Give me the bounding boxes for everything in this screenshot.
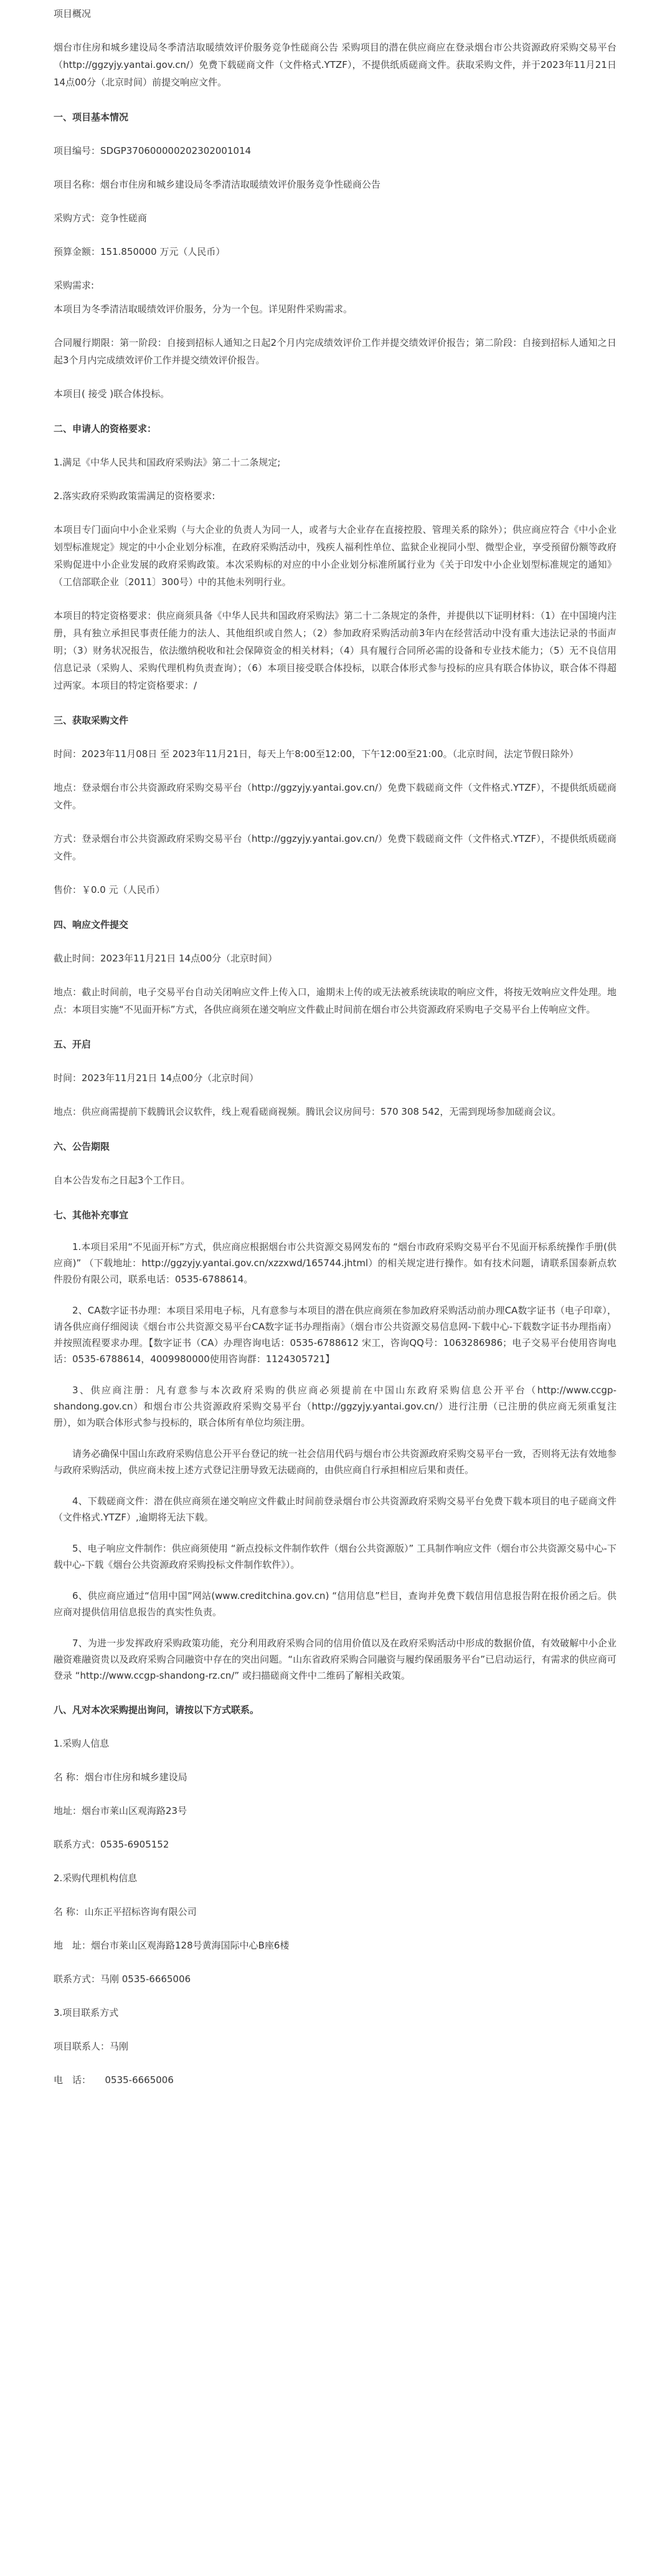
obtain-place: 地点：登录烟台市公共资源政府采购交易平台（http://ggzyjy.yantai.gov.cn/）免费下载磋商文件（文件格式.YTZF），不提供纸质磋商文件。 — [54, 782, 616, 811]
purchaser-name: 名 称：烟台市住房和城乡建设局 — [54, 1772, 187, 1783]
overview-body: 烟台市住房和城乡建设局冬季清洁取暖绩效评价服务竞争性磋商公告 采购项目的潜在供应商应在登录烟台市公共资源政府采购交易平台（http://ggzyjy.yantai.gov.cn/）免费下载磋商文件（文件格式.YTZF），不提供纸质磋商文件。获取采购文件，并于2023年11月21日 14点00分（北京时间）前提交响应文件。 — [54, 42, 616, 88]
purchaser-address: 地址：烟台市莱山区观海路23号 — [54, 1805, 187, 1816]
section-4-title: 四、响应文件提交 — [54, 919, 129, 930]
project-contact-heading: 3.项目联系方式 — [54, 2007, 119, 2018]
contract-term: 合同履行期限：第一阶段：自接到招标人通知之日起2个月内完成绩效评价工作并提交绩效评价报告；第二阶段：自接到招标人通知之日起3个月内完成绩效评价工作并提交绩效评价报告。 — [54, 337, 616, 366]
submission-place: 地点：截止时间前，电子交易平台自动关闭响应文件上传入口，逾期未上传的或无法被系统读取的响应文件，将按无效响应文件处理。地点：本项目实施“不见面开标”方式，各供应商须在递交响应文件截止时间前在烟台市公共资源政府采购电子交易平台上传响应文件。 — [54, 986, 616, 1015]
project-number: 项目编号：SDGP370600000202302001014 — [54, 145, 252, 156]
obtain-time: 时间：2023年11月08日 至 2023年11月21日，每天上午8:00至12:00，下午12:00至21:00。（北京时间，法定节假日除外） — [54, 748, 579, 760]
procurement-method: 采购方式：竞争性磋商 — [54, 212, 148, 224]
document-price: 售价：￥0.0 元（人民币） — [54, 884, 165, 895]
opening-time: 时间：2023年11月21日 14点00分（北京时间） — [54, 1072, 259, 1084]
supplement-credit-code-note: 请务必确保中国山东政府采购信息公开平台登记的统一社会信用代码与烟台市公共资源政府采购交易平台一致，否则将无法有效地参与政府采购活动，供应商未按上述方式登记注册导致无法磋商的，由供应商自行承担相应后果和责任。 — [54, 1448, 616, 1476]
qualification-item-1: 1.满足《中华人民共和国政府采购法》第二十二条规定; — [54, 457, 281, 468]
opening-place: 地点：供应商需提前下载腾讯会议软件，线上观看磋商视频。腾讯会议房间号：570 308 542，无需到现场参加磋商会议。 — [54, 1106, 562, 1117]
agency-heading: 2.采购代理机构信息 — [54, 1872, 138, 1884]
obtain-manner: 方式：登录烟台市公共资源政府采购交易平台（http://ggzyjy.yantai.gov.cn/）免费下载磋商文件（文件格式.YTZF），不提供纸质磋商文件。 — [54, 833, 616, 862]
notice-period: 自本公告发布之日起3个工作日。 — [54, 1175, 191, 1186]
specific-qualifications: 本项目的特定资格要求：供应商须具备《中华人民共和国政府采购法》第二十二条规定的条件，并提供以下证明材料：（1）在中国境内注册，具有独立承担民事责任能力的法人、其他组织或自然人；（2）参加政府采购活动前3年内在经营活动中没有重大违法记录的书面声明；（3）财务状况报告，依法缴纳税收和社会保障资金的相关材料；（4）具有履行合同所必需的设备和专业技术能力；（5）无不良信用信息记录（采购人、采购代理机构负责查询）；（6）本项目接受联合体投标，以联合体形式参与投标的应具有联合体协议，联合体不得超过两家。本项目的特定资格要求：/ — [54, 610, 616, 691]
purchaser-contact: 联系方式：0535-6905152 — [54, 1839, 169, 1850]
supplement-item-3: 3、供应商注册：凡有意参与本次政府采购的供应商必须提前在中国山东政府采购信息公开平台（http://www.ccgp-shandong.gov.cn）和烟台市公共资源政府采购交易平台（http://ggzyjy.yantai.gov.cn/）进行注册（已注册的供应商无须重复注册），如为联合体形式参与投标的，联合体所有单位均须注册。 — [54, 1385, 616, 1428]
section-3-title: 三、获取采购文件 — [54, 715, 129, 726]
agency-address: 地 址：烟台市莱山区观海路128号黄海国际中心B座6楼 — [54, 1940, 290, 1951]
section-1-title: 一、项目基本情况 — [54, 112, 129, 123]
section-6-title: 六、公告期限 — [54, 1141, 110, 1152]
supplement-item-5: 5、电子响应文件制作：供应商须使用 “新点投标文件制作软件（烟台公共资源版）” 工具制作响应文件（烟台市公共资源交易中心-下载中心-下载《烟台公共资源政府采购投标文件制作软件》）。 — [54, 1543, 616, 1570]
section-7-title: 七、其他补充事宜 — [54, 1209, 129, 1221]
purchaser-heading: 1.采购人信息 — [54, 1738, 110, 1749]
supplement-item-1: 1.本项目采用“不见面开标”方式，供应商应根据烟台市公共资源交易网发布的 “烟台市政府采购交易平台不见面开标系统操作手册(供应商)” （下载地址：http://ggzyjy.yantai.gov.cn/xzzxwd/165744.jhtml）的相关规定进行操作。如有技术问题，请联系国泰新点软件股份有限公司，联系电话：0535-6788614。 — [54, 1241, 616, 1285]
agency-contact: 联系方式：马刚 0535-6665006 — [54, 1973, 191, 1985]
demand-label: 采购需求: — [54, 280, 95, 291]
project-contact-person: 项目联系人：马刚 — [54, 2041, 129, 2052]
supplement-item-7: 7、为进一步发挥政府采购政策功能，充分利用政府采购合同的信用价值以及在政府采购活动中形成的数据价值，有效破解中小企业融资难融资贵以及政府采购合同融资中存在的突出问题。“山东省政府采购合同融资与履约保函服务平台”已启动运行，有需求的供应商可登录 “http://www.ccgp-shandong-rz.cn/” 或扫描磋商文件中二维码了解相关政策。 — [54, 1638, 616, 1681]
supplement-item-4: 4、下载磋商文件：潜在供应商须在递交响应文件截止时间前登录烟台市公共资源政府采购交易平台免费下载本项目的电子磋商文件（文件格式.YTZF）,逾期将无法下载。 — [54, 1496, 616, 1523]
agency-name: 名 称：山东正平招标咨询有限公司 — [54, 1906, 197, 1917]
demand-text: 本项目为冬季清洁取暖绩效评价服务，分为一个包。详见附件采购需求。 — [54, 303, 353, 315]
section-2-title: 二、申请人的资格要求： — [54, 423, 157, 434]
sme-policy: 本项目专门面向中小企业采购（与大企业的负责人为同一人，或者与大企业存在直接控股、管理关系的除外）；供应商应符合《中小企业划型标准规定》规定的中小企业划分标准，在政府采购活动中，残疾人福利性单位、监狱企业视同小型、微型企业，享受预留份额等政府采购促进中小企业发展的政府采购政策。本次采购标的对应的中小企业划分标准所属行业为《关于印发中小企业划型标准规定的通知》（工信部联企业〔2011〕300号）中的其他未列明行业。 — [54, 524, 616, 588]
project-name: 项目名称：烟台市住房和城乡建设局冬季清洁取暖绩效评价服务竞争性磋商公告 — [54, 179, 381, 190]
project-contact-phone: 电 话： 0535-6665006 — [54, 2074, 174, 2086]
overview-heading: 项目概况 — [54, 8, 92, 19]
supplement-item-6: 6、供应商应通过“信用中国”网站(www.creditchina.gov.cn) “信用信息”栏目，查询并免费下载信用信息报告附在报价函之后。供应商对提供信用信息报告的真实性负责。 — [54, 1590, 616, 1618]
qualification-item-2: 2.落实政府采购政策需满足的资格要求: — [54, 490, 215, 502]
section-5-title: 五、开启 — [54, 1039, 92, 1050]
budget-amount: 预算金额：151.850000 万元（人民币） — [54, 246, 225, 257]
submission-deadline: 截止时间：2023年11月21日 14点00分（北京时间） — [54, 953, 278, 964]
consortium-note: 本项目( 接受 )联合体投标。 — [54, 388, 170, 399]
section-8-title: 八、凡对本次采购提出询问，请按以下方式联系。 — [54, 1704, 260, 1715]
supplement-item-2: 2、CA数字证书办理：本项目采用电子标，凡有意参与本项目的潜在供应商须在参加政府采购活动前办理CA数字证书（电子印章），请各供应商仔细阅读《烟台市公共资源交易平台CA数字证书办理指南》（烟台市公共资源交易信息网-下载中心-下载数字证书办理指南）并按照流程要求办理。【数字证书（CA）办理咨询电话：0535-6788612 宋工，咨询QQ号：1063286986；电子交易平台使用咨询电话：0535-6788614，4009980000使用咨询群：1124305721】 — [54, 1305, 616, 1365]
